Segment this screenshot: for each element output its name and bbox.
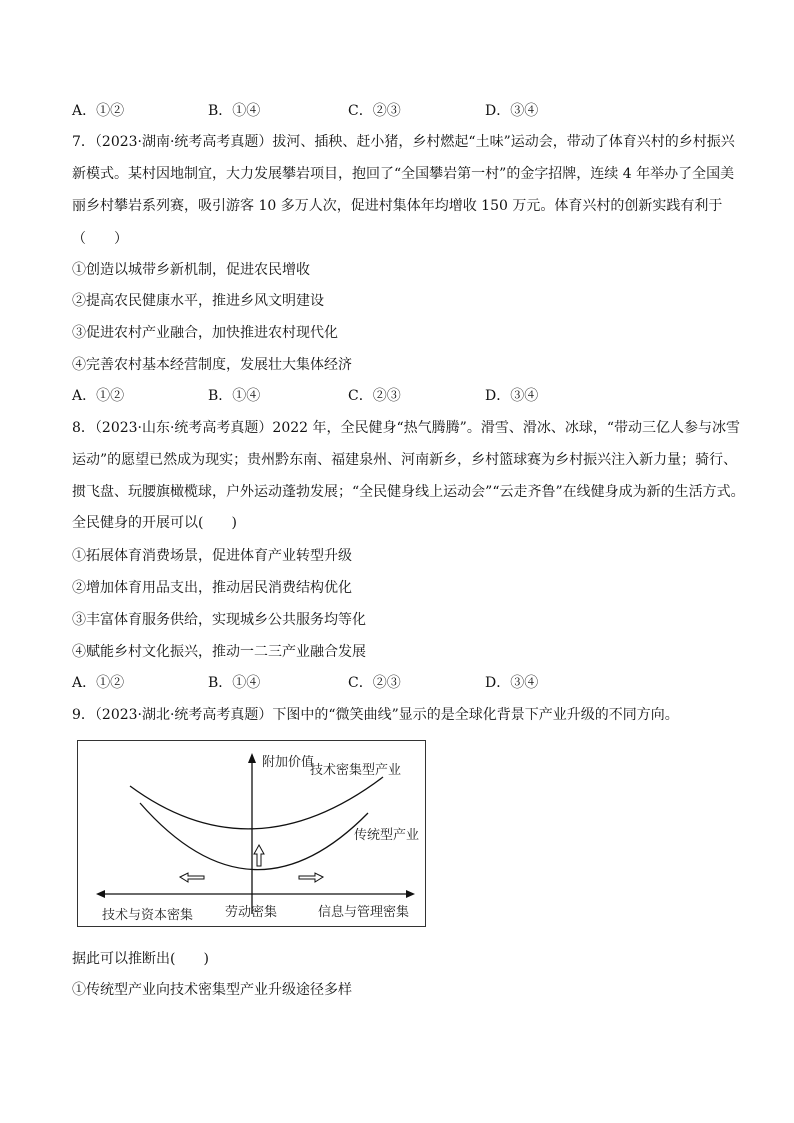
upper-curve-label: 技术密集型产业 [310,763,402,778]
option-d: D．③④ [485,675,539,691]
option-a: A．①② [72,388,125,404]
q8-item-3: ③丰富体育服务供给，实现城乡公共服务均等化 [72,612,366,628]
option-c: C．②③ [348,388,401,404]
left-hollow-arrow [180,873,204,882]
q9-prompt: 据此可以推断出( ) [72,951,209,967]
smile-curve-diagram [78,741,427,928]
q7-stem-line-4: （ ） [72,231,128,247]
lower-curve-label: 传统型产业 [354,828,420,843]
option-b: B．①④ [208,675,261,691]
q8-stem-line-1: 8．（2023·山东·统考高考真题）2022 年，全民健身“热气腾腾”。滑雪、滑冰、冰球，“带动三亿人参与冰雪 [72,420,740,436]
q8-stem-line-3: 掼飞盘、玩腰旗橄榄球，户外运动蓬勃发展；“全民健身线上运动会”“云走齐鲁”在线健身成为新的生活方式。 [72,484,745,500]
q7-stem-line-1: 7．（2023·湖南·统考高考真题）拔河、插秧、赶小猪，乡村燃起“土味”运动会，带动了体育兴村的乡村振兴 [72,134,735,150]
y-axis-label: 附加价值 [262,755,315,770]
upper-curve [130,777,383,829]
option-a: A．①② [72,675,125,691]
x-axis-left-arrowhead [96,890,105,898]
q9-item-1: ①传统型产业向技术密集型产业升级途径多样 [72,982,352,998]
option-d: D．③④ [485,103,539,119]
smile-curve-figure [77,740,426,927]
option-c: C．②③ [348,675,401,691]
q7-item-2: ②提高农民健康水平，推进乡风文明建设 [72,293,324,309]
q8-stem-line-2: 运动”的愿望已然成为现实；贵州黔东南、福建泉州、河南新乡，乡村篮球赛为乡村振兴注入新力量；骑行、 [72,452,738,468]
option-b: B．①④ [208,103,261,119]
option-a: A．①② [72,103,125,119]
up-hollow-arrow [254,845,264,866]
x-center-label: 劳动密集 [225,905,278,920]
q9-stem: 9．（2023·湖北·统考高考真题）下图中的“微笑曲线”显示的是全球化背景下产业升级的不同方向。 [72,707,679,723]
q7-stem-line-3: 丽乡村攀岩系列赛，吸引游客 10 多万人次，促进村集体年均增收 150 万元。体育兴村的创新实践有利于 [72,198,723,214]
right-hollow-arrow [299,873,323,882]
q7-stem-line-2: 新模式。某村因地制宜，大力发展攀岩项目，抱回了“全国攀岩第一村”的金字招牌，连续 4 年举办了全国美 [72,166,735,182]
x-axis-right-arrowhead [406,890,415,898]
q7-item-4: ④完善农村基本经营制度，发展壮大集体经济 [72,357,352,373]
q8-item-1: ①拓展体育消费场景，促进体育产业转型升级 [72,548,352,564]
q8-item-4: ④赋能乡村文化振兴，推动一二三产业融合发展 [72,644,366,660]
q7-item-3: ③促进农村产业融合，加快推进农村现代化 [72,325,338,341]
q8-stem-line-4: 全民健身的开展可以( ) [72,515,237,531]
x-right-label: 信息与管理密集 [318,905,410,920]
x-left-label: 技术与资本密集 [102,908,194,923]
q8-item-2: ②增加体育用品支出，推动居民消费结构优化 [72,580,352,596]
option-c: C．②③ [348,103,401,119]
option-b: B．①④ [208,388,261,404]
y-axis-arrowhead [248,753,256,763]
option-d: D．③④ [485,388,539,404]
q7-item-1: ①创造以城带乡新机制，促进农民增收 [72,262,310,278]
lower-curve [140,803,368,870]
